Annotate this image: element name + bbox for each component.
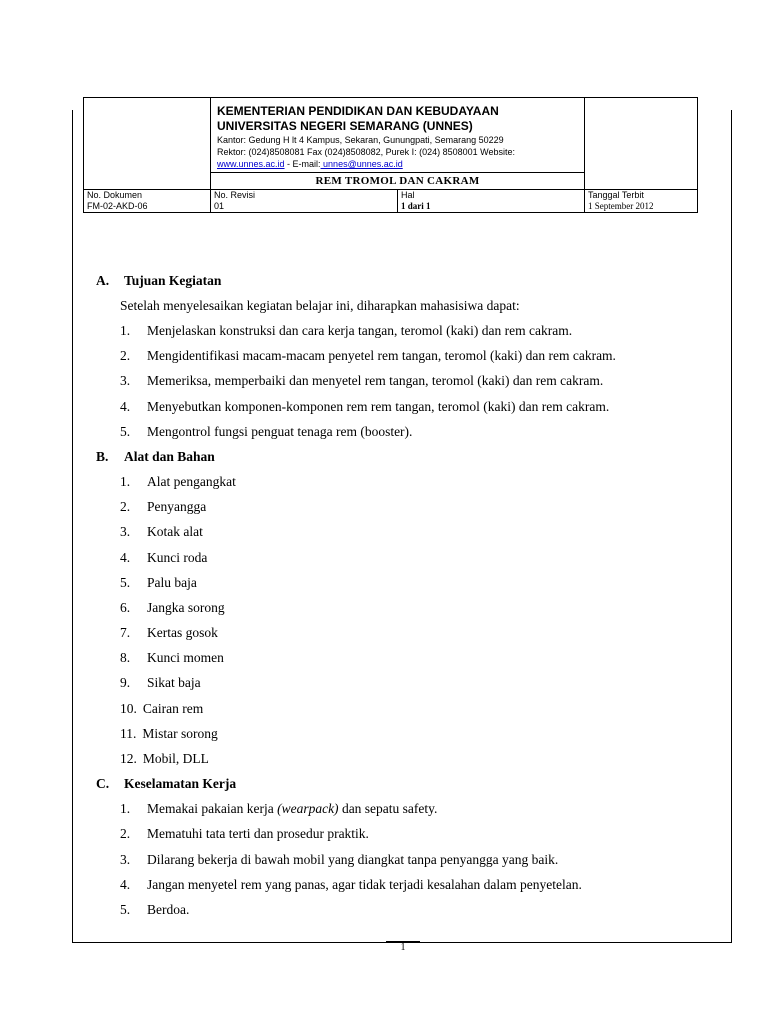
list-item [120,545,716,570]
item-text-italic: (wearpack) [277,801,339,817]
section-c-heading [96,771,716,796]
section-title: Alat dan Bahan [124,448,215,464]
item-text: Kertas gosok [147,625,218,641]
list-item [120,872,716,897]
item-number: 4. [120,876,131,892]
item-number: 5. [120,423,131,439]
section-title: Keselamatan Kerja [124,776,237,792]
item-number: 10. [120,700,137,716]
doc-number-cell [84,190,211,213]
list-item [120,721,716,746]
item-number: 3. [120,851,131,867]
item-number: 2. [120,499,131,515]
item-number: 8. [120,650,131,666]
list-item [120,494,716,519]
document-header [83,97,698,213]
item-text: Kunci roda [147,549,208,565]
item-text: Menjelaskan konstruksi dan cara kerja tangan, teromol (kaki) dan rem cakram. [147,323,573,338]
item-number: 5. [120,574,131,590]
item-text: Jangka sorong [147,599,225,615]
list-item [120,670,716,695]
phone-info: Rektor: (024)8508081 Fax (024)8508082, Purek I: (024) 8508001 Website: [217,147,516,157]
item-number: 11. [120,725,137,741]
item-number: 7. [120,625,131,641]
date-label: Tanggal Terbit [588,190,644,200]
item-text: Mobil, DLL [142,751,209,766]
list-item [120,821,716,846]
logo-cell [84,98,211,190]
item-number: 1. [120,473,131,489]
page-number: 1 [386,941,420,954]
item-text: Kunci momen [147,650,224,666]
revision-value: 01 [214,201,225,211]
list-item [120,796,716,821]
university-name: UNIVERSITAS NEGERI SEMARANG (UNNES) [217,119,473,133]
item-text: Memeriksa, memperbaiki dan menyetel rem tangan, teromol (kaki) dan rem cakram. [147,373,604,389]
email-prefix: - E-mail: [284,159,321,169]
section-letter: A. [96,273,110,288]
list-item [120,394,716,419]
page-cell [398,190,585,213]
document-title: REM TROMOL DAN CAKRAM [211,173,585,190]
list-item [120,469,716,494]
item-number: 5. [120,901,131,917]
item-text: Dilarang bekerja di bawah mobil yang diangkat tanpa penyangga yang baik. [147,851,559,867]
list-item [120,570,716,595]
doc-number-label: No. Dokumen [87,190,143,200]
item-number: 1. [120,801,131,817]
item-text: Penyangga [147,499,207,515]
section-a-intro: Setelah menyelesaikan kegiatan belajar ini, diharapkan mahasisiwa dapat: [120,298,520,313]
item-number: 3. [120,524,131,540]
revision-label: No. Revisi [214,190,256,200]
item-text: Menyebutkan komponen-komponen rem rem tangan, teromol (kaki) dan rem cakram. [147,398,610,414]
section-b-heading [96,444,716,469]
date-cell [585,190,698,213]
document-body [96,268,716,922]
date-value: 1 September 2012 [588,201,654,211]
list-item [120,419,716,444]
stamp-cell [585,98,698,190]
list-item [120,847,716,872]
item-number: 4. [120,398,131,414]
item-number: 1. [120,323,131,338]
item-number: 6. [120,599,131,615]
item-text: Mengidentifikasi macam-macam penyetel rem tangan, teromol (kaki) dan rem cakram. [147,348,616,364]
item-text: Berdoa. [147,901,190,917]
list-item [120,645,716,670]
list-item [120,368,716,393]
item-number: 3. [120,373,131,389]
revision-cell [211,190,398,213]
email-link[interactable]: unnes@unnes.ac.id [320,159,403,169]
item-number: 2. [120,826,131,842]
item-number: 9. [120,675,131,691]
item-text: Mengontrol fungsi penguat tenaga rem (booster). [147,423,413,439]
item-text: Mematuhi tata terti dan prosedur praktik. [147,826,369,842]
item-text: Kotak alat [147,524,203,540]
section-title: Tujuan Kegiatan [124,273,222,288]
list-item [120,746,716,771]
section-a-heading [96,268,716,293]
list-item [120,318,716,343]
list-item [120,519,716,544]
section-letter: C. [96,776,110,792]
document-meta [84,190,698,213]
list-item [120,696,716,721]
section-letter: B. [96,448,109,464]
item-text: Jangan menyetel rem yang panas, agar tidak terjadi kesalahan dalam penyetelan. [147,876,582,892]
item-text: Alat pengangkat [147,473,236,489]
website-link[interactable]: www.unnes.ac.id [217,159,285,169]
ministry-name: KEMENTERIAN PENDIDIKAN DAN KEBUDAYAAN [217,104,499,118]
item-text: dan sepatu safety. [338,801,438,817]
institution-info [211,98,585,173]
doc-number-value: FM-02-AKD-06 [87,201,148,211]
list-item [120,897,716,922]
item-text: Mistar sorong [142,725,218,741]
item-number: 2. [120,348,131,364]
office-address: Kantor: Gedung H lt 4 Kampus, Sekaran, Gunungpati, Semarang 50229 [217,135,504,145]
list-item [120,620,716,645]
list-item [120,595,716,620]
item-text: Palu baja [147,574,197,590]
item-text: Sikat baja [147,675,201,691]
page-value: 1 dari 1 [401,201,431,211]
page-label: Hal [401,190,415,200]
item-text: Cairan rem [142,700,204,716]
item-number: 12. [120,751,137,766]
item-text: Memakai pakaian kerja [147,801,278,817]
item-number: 4. [120,549,131,565]
list-item [120,343,716,368]
web-contact [217,158,580,170]
